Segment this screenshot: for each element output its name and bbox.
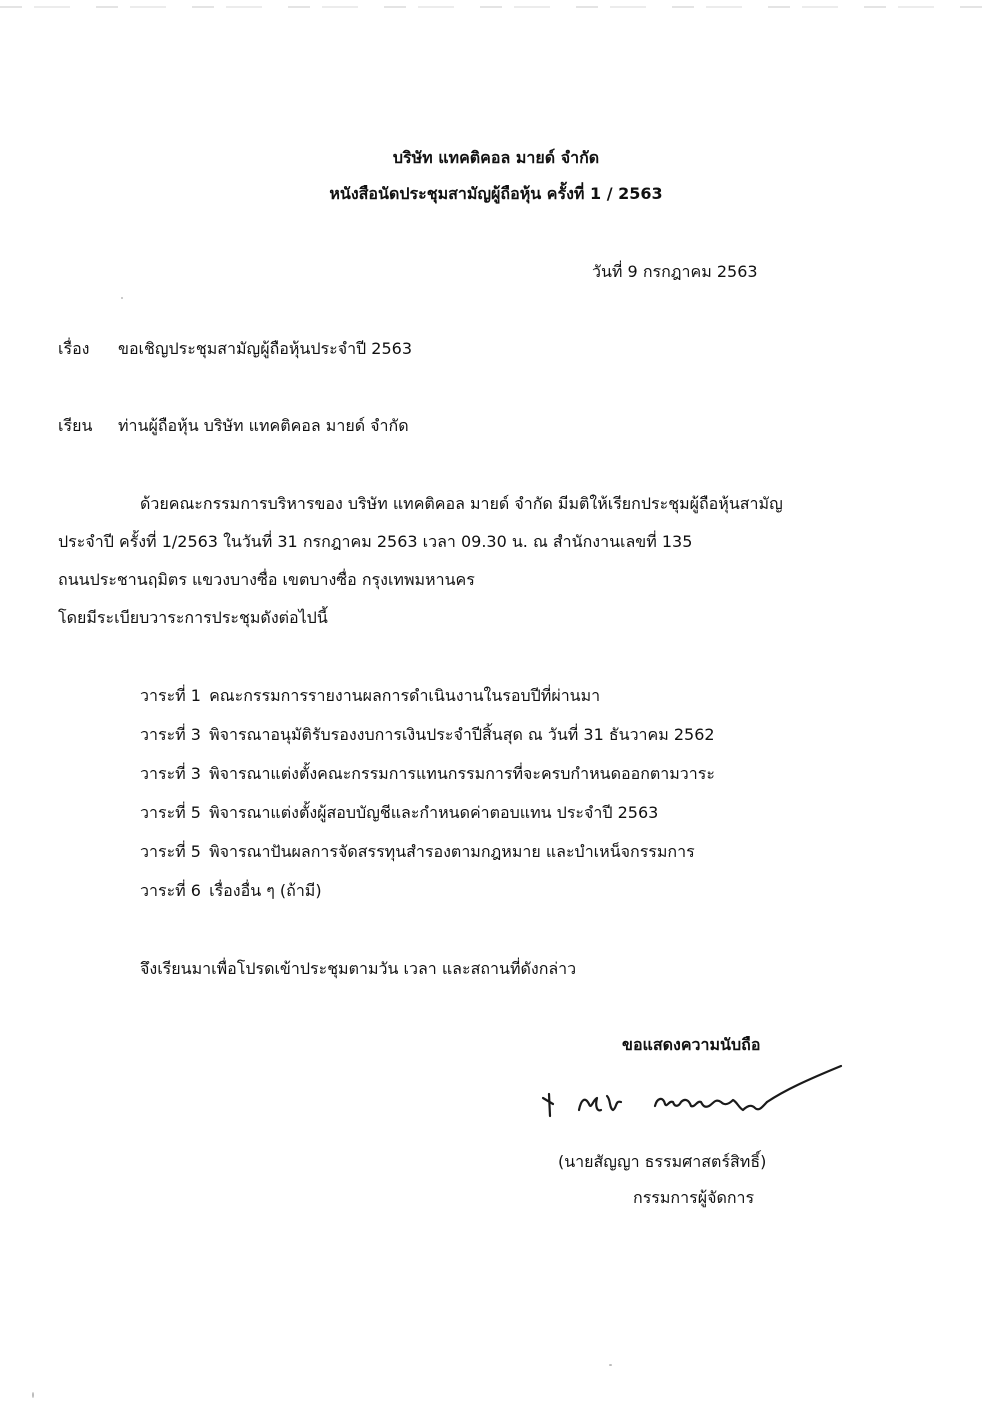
scan-edge-artifact <box>0 6 992 8</box>
subject-label: เรื่อง <box>58 339 90 358</box>
subject-text: ขอเชิญประชุมสามัญผู้ถือหุ้นประจำปี 2563 <box>118 339 413 358</box>
company-name: บริษัท แทคติคอล มายด์ จำกัด <box>392 148 600 167</box>
recipient-label: เรียน <box>58 416 93 435</box>
body-line-2: ประจำปี ครั้งที่ 1/2563 ในวันที่ 31 กรกฎาคม 2563 เวลา 09.30 น. ณ สำนักงานเลขที่ 135 <box>58 532 693 551</box>
agenda-text: พิจารณาปันผลการจัดสรรทุนสำรองตามกฎหมาย และบำเหน็จกรรมการ <box>209 842 695 861</box>
agenda-text: พิจารณาอนุมัติรับรองงบการเงินประจำปีสิ้นสุด ณ วันที่ 31 ธันวาคม 2562 <box>209 725 715 744</box>
agenda-item <box>140 762 715 787</box>
scan-speck <box>121 297 123 299</box>
body-line-3: ถนนประชานฤมิตร แขวงบางซื่อ เขตบางซื่อ กรุงเทพมหานคร <box>58 570 475 589</box>
agenda-item <box>140 684 600 709</box>
signer-title: กรรมการผู้จัดการ <box>633 1188 755 1207</box>
agenda-number: วาระที่ 5 <box>140 842 201 861</box>
closing-line: จึงเรียนมาเพื่อโปรดเข้าประชุมตามวัน เวลา และสถานที่ดังกล่าว <box>140 959 577 978</box>
agenda-item <box>140 879 322 904</box>
agenda-text: เรื่องอื่น ๆ (ถ้ามี) <box>209 881 322 900</box>
scan-speck <box>32 1392 34 1398</box>
agenda-number: วาระที่ 3 <box>140 725 201 744</box>
letter-date: วันที่ 9 กรกฎาคม 2563 <box>592 262 758 281</box>
agenda-number: วาระที่ 1 <box>140 686 201 705</box>
regards-line: ขอแสดงความนับถือ <box>622 1035 761 1054</box>
recipient-text: ท่านผู้ถือหุ้น บริษัท แทคติคอล มายด์ จำกัด <box>118 416 409 435</box>
agenda-text: พิจารณาแต่งตั้งผู้สอบบัญชีและกำหนดค่าตอบแทน ประจำปี 2563 <box>209 803 659 822</box>
agenda-item <box>140 840 695 865</box>
agenda-number: วาระที่ 3 <box>140 764 201 783</box>
agenda-number: วาระที่ 5 <box>140 803 201 822</box>
scan-speck <box>609 1364 612 1366</box>
agenda-text: คณะกรรมการรายงานผลการดำเนินงานในรอบปีที่ผ่านมา <box>209 686 601 705</box>
body-line-1: ด้วยคณะกรรมการบริหารของ บริษัท แทคติคอล มายด์ จำกัด มีมติให้เรียกประชุมผู้ถือหุ้นสามัญ <box>140 494 783 513</box>
agenda-item <box>140 801 658 826</box>
notice-title: หนังสือนัดประชุมสามัญผู้ถือหุ้น ครั้งที่ 1 / 2563 <box>329 184 663 203</box>
agenda-text: พิจารณาแต่งตั้งคณะกรรมการแทนกรรมการที่จะครบกำหนดออกตามวาระ <box>209 764 715 783</box>
signer-name: (นายสัญญา ธรรมศาสตร์สิทธิ์) <box>558 1152 767 1171</box>
body-line-4: โดยมีระเบียบวาระการประชุมดังต่อไปนี้ <box>58 608 328 627</box>
agenda-number: วาระที่ 6 <box>140 881 201 900</box>
handwritten-signature <box>535 1060 855 1135</box>
agenda-item <box>140 723 715 748</box>
